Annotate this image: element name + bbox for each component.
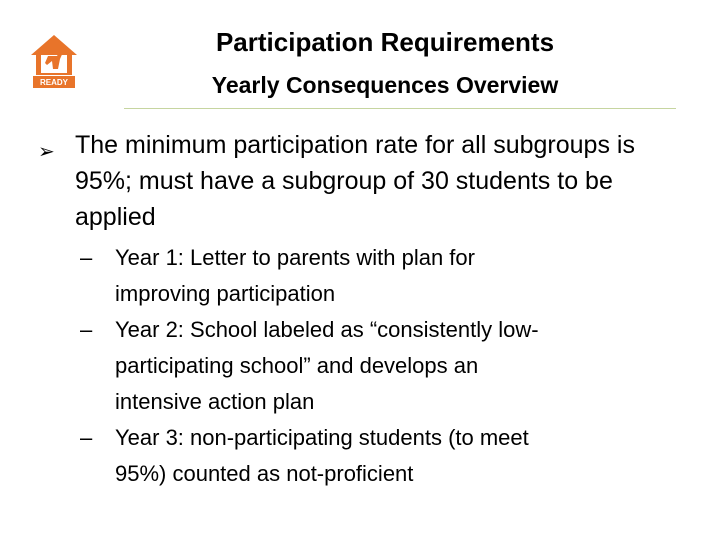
page-title: Participation Requirements bbox=[215, 27, 555, 57]
list-item-line: Year 3: non-participating students (to meet bbox=[115, 425, 529, 450]
list-item-text bbox=[115, 420, 675, 492]
dash-bullet: – bbox=[80, 317, 93, 342]
page-subtitle: Yearly Consequences Overview bbox=[211, 72, 559, 98]
dash-bullet: – bbox=[80, 245, 93, 270]
list-item-text bbox=[115, 312, 675, 420]
list-item-line: intensive action plan bbox=[115, 389, 315, 414]
header-divider bbox=[124, 108, 676, 109]
dash-bullet: – bbox=[80, 425, 93, 450]
list-item-text bbox=[115, 240, 675, 312]
list-item-line: 95%) counted as not-proficient bbox=[115, 461, 414, 486]
list-item-line: participating school” and develops an bbox=[115, 353, 479, 378]
list-item-line: improving participation bbox=[115, 281, 336, 306]
main-bullet-text: The minimum participation rate for all subgroups is 95%; must have a subgroup of 30 students to be applied bbox=[75, 131, 635, 231]
ready-logo bbox=[27, 31, 81, 89]
logo-text: READY bbox=[39, 78, 69, 87]
arrow-bullet-icon: ➢ bbox=[38, 139, 55, 163]
ready-house-logo-icon bbox=[27, 31, 81, 89]
list-item-line: Year 1: Letter to parents with plan for bbox=[115, 245, 475, 270]
list-item-line: Year 2: School labeled as “consistently low- bbox=[115, 317, 539, 342]
